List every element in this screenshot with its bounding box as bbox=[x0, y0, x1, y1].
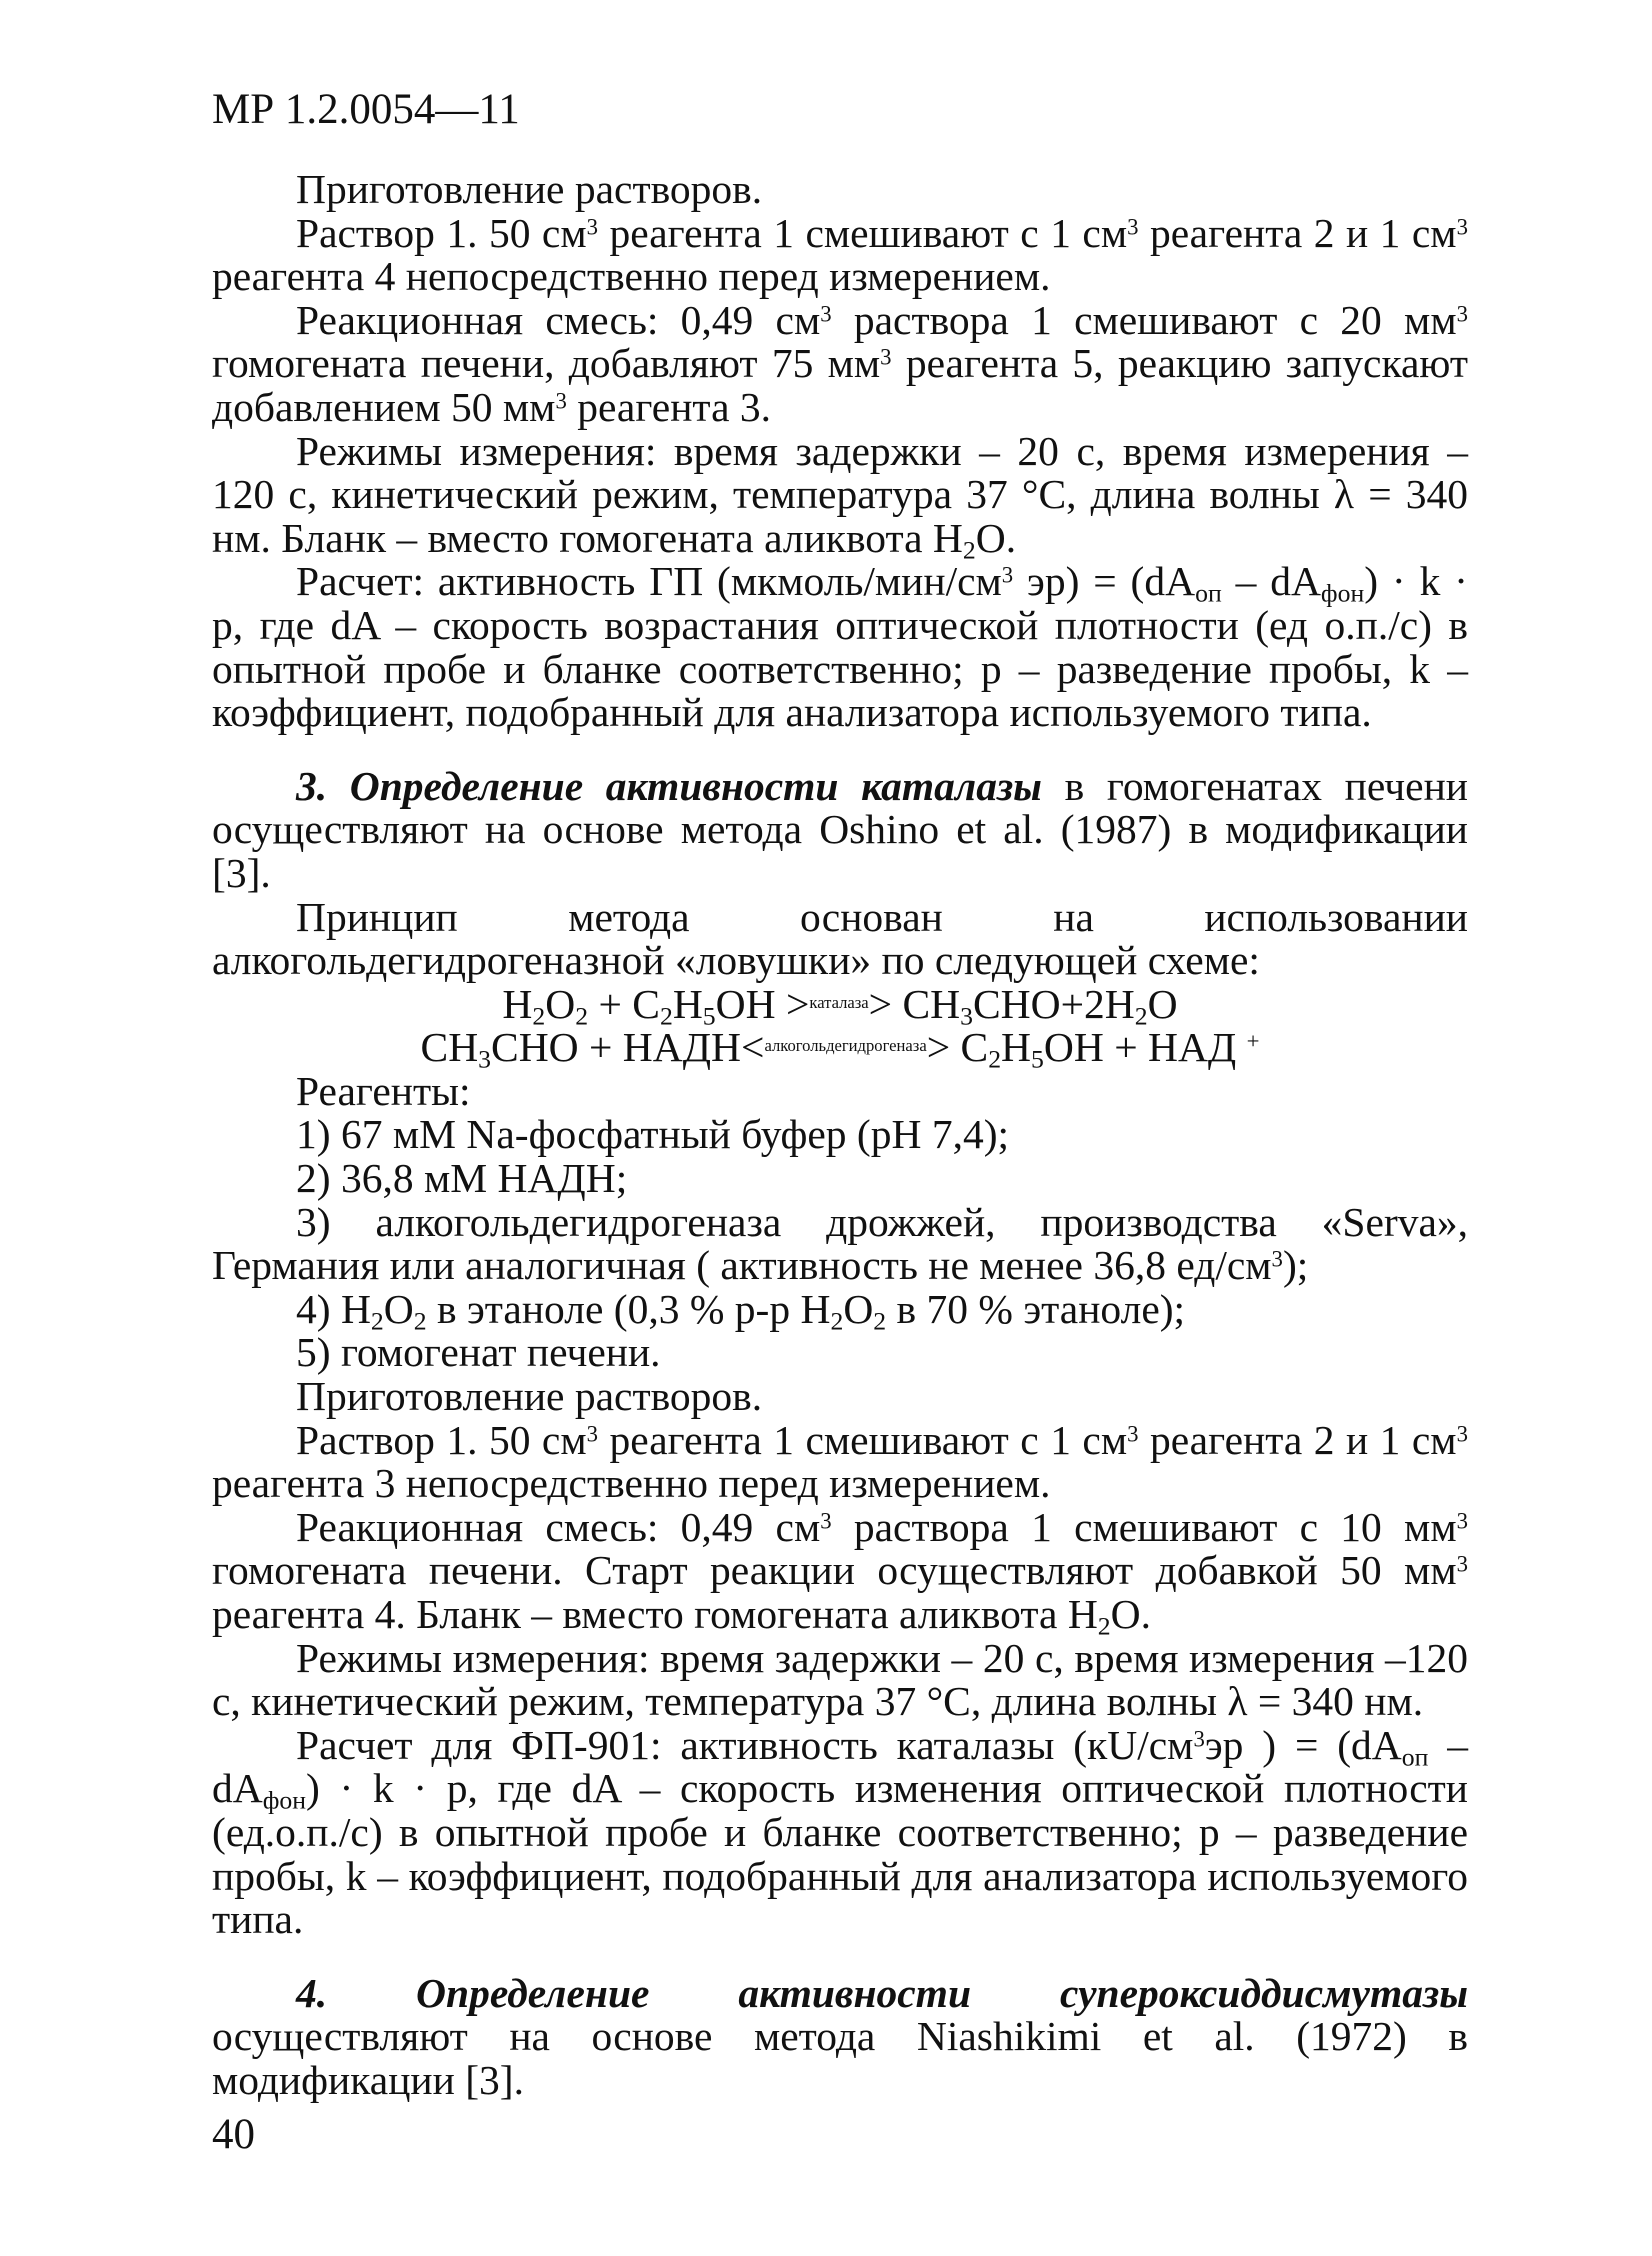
section-paragraph: 3. Определение активности каталазы в гомогенатах печени осуществляют на основе метода Oshino et al. (1987) в модификации [3]. bbox=[212, 762, 1468, 896]
section-heading: 3. Определение активности каталазы bbox=[296, 762, 1042, 809]
section-heading: 4. Определение активности супероксиддисмутазы bbox=[296, 1969, 1468, 2016]
paragraph: Приготовление растворов. bbox=[296, 1373, 763, 1420]
list-item: 3) алкогольдегидрогеназа дрожжей, производства «Serva», Германия или аналогичная ( активность не менее 36,8 $ед/см^3$); bbox=[212, 1198, 1468, 1289]
paragraph: Принцип метода основан на использовании алкогольдегидрогеназной «ловушки» по следующей схеме: bbox=[212, 893, 1468, 984]
reagents-label: Реагенты: bbox=[296, 1067, 471, 1114]
document-code: МР 1.2.0054—11 bbox=[212, 86, 520, 133]
formula: $H_2O_2 + C_2H_5OH >^{каталаза}> CH_3CHO+2H_2O$ bbox=[502, 980, 1178, 1031]
list-item: 5) гомогенат печени. bbox=[296, 1329, 661, 1376]
paragraph: Режимы измерения: время задержки – 20 с, время измерения –120 с, кинетический режим, температура 37 °С, длина волны λ = 340 нм. bbox=[212, 1634, 1468, 1725]
list-item: 1) 67 мМ Na-фосфатный буфер (рН 7,4); bbox=[296, 1111, 1010, 1158]
list-item: 2) 36,8 мМ НАДН; bbox=[296, 1155, 628, 1202]
formula: $CH_3CHO$ + НАДН<$^{алкогольдегидрогеназа}$> $C_2H_5OH$ + НАД + bbox=[420, 1024, 1260, 1074]
paragraph: Расчет: активность ГП ($мкмоль/мин/см^3$ $эр) = (dA_{оп} - dA_{фон}) \cdot k \cdot p$, где dA – скорость возрастания оптической плотности (ед о.п./с) в опытной пробе и бланке соответственно; р – разведение пробы, k – коэффициент, подобранный для анализатора используемого типа. bbox=[212, 558, 1468, 736]
list-item: 4) $H_2O_2$ в этаноле (0,3 % р-р $H_2O_2$ в 70 % этаноле); bbox=[296, 1285, 1186, 1336]
body-text bbox=[212, 168, 1468, 2103]
paragraph: Расчет для ФП-901: активность каталазы ($кU/см^3эр$ ) = $(dA_{оп} - dA_{фон}) \cdot k \cdot p$, где dA – скорость изменения оптической плотности (ед.о.п./с) в опытной пробе и бланке соответственно; р – разведение пробы, k – коэффициент, подобранный для анализатора используемого типа. bbox=[212, 1721, 1469, 1943]
paragraph: Реакционная смесь: 0,49 $см^3$ раствора 1 смешивают с 10 $мм^3$ гомогената печени. Старт реакции осуществляют добавкой 50 $мм^3$ реагента 4. Бланк – вместо гомогената аликвота $H_2O$. bbox=[212, 1503, 1468, 1641]
paragraph: Раствор 1. 50 $см^3$ реагента 1 смешивают с 1 $см^3$ реагента 2 и 1 $см^3$ реагента 3 непосредственно перед измерением. bbox=[212, 1416, 1468, 1507]
paragraph: Реакционная смесь: 0,49 $см^3$ раствора 1 смешивают с 20 $мм^3$ гомогената печени, добавляют 75 $мм^3$ реагента 5, реакцию запускают добавлением 50 $мм^3$ реагента 3. bbox=[212, 296, 1468, 430]
page-number: 40 bbox=[212, 2111, 255, 2158]
paragraph: Режимы измерения: время задержки – 20 с, время измерения – 120 с, кинетический режим, температура 37 °С, длина волны λ = 340 нм. Бланк – вместо гомогената аликвота $H_2O$. bbox=[212, 427, 1468, 565]
paragraph: Раствор 1. 50 $см^3$ реагента 1 смешивают с 1 $см^3$ реагента 2 и 1 $см^3$ реагента 4 непосредственно перед измерением. bbox=[212, 209, 1468, 300]
paragraph: Приготовление растворов. bbox=[296, 166, 763, 212]
section-paragraph: 4. Определение активности супероксиддисмутазы осуществляют на основе метода Niashikimi et al. (1972) в модификации [3]. bbox=[212, 1969, 1468, 2103]
